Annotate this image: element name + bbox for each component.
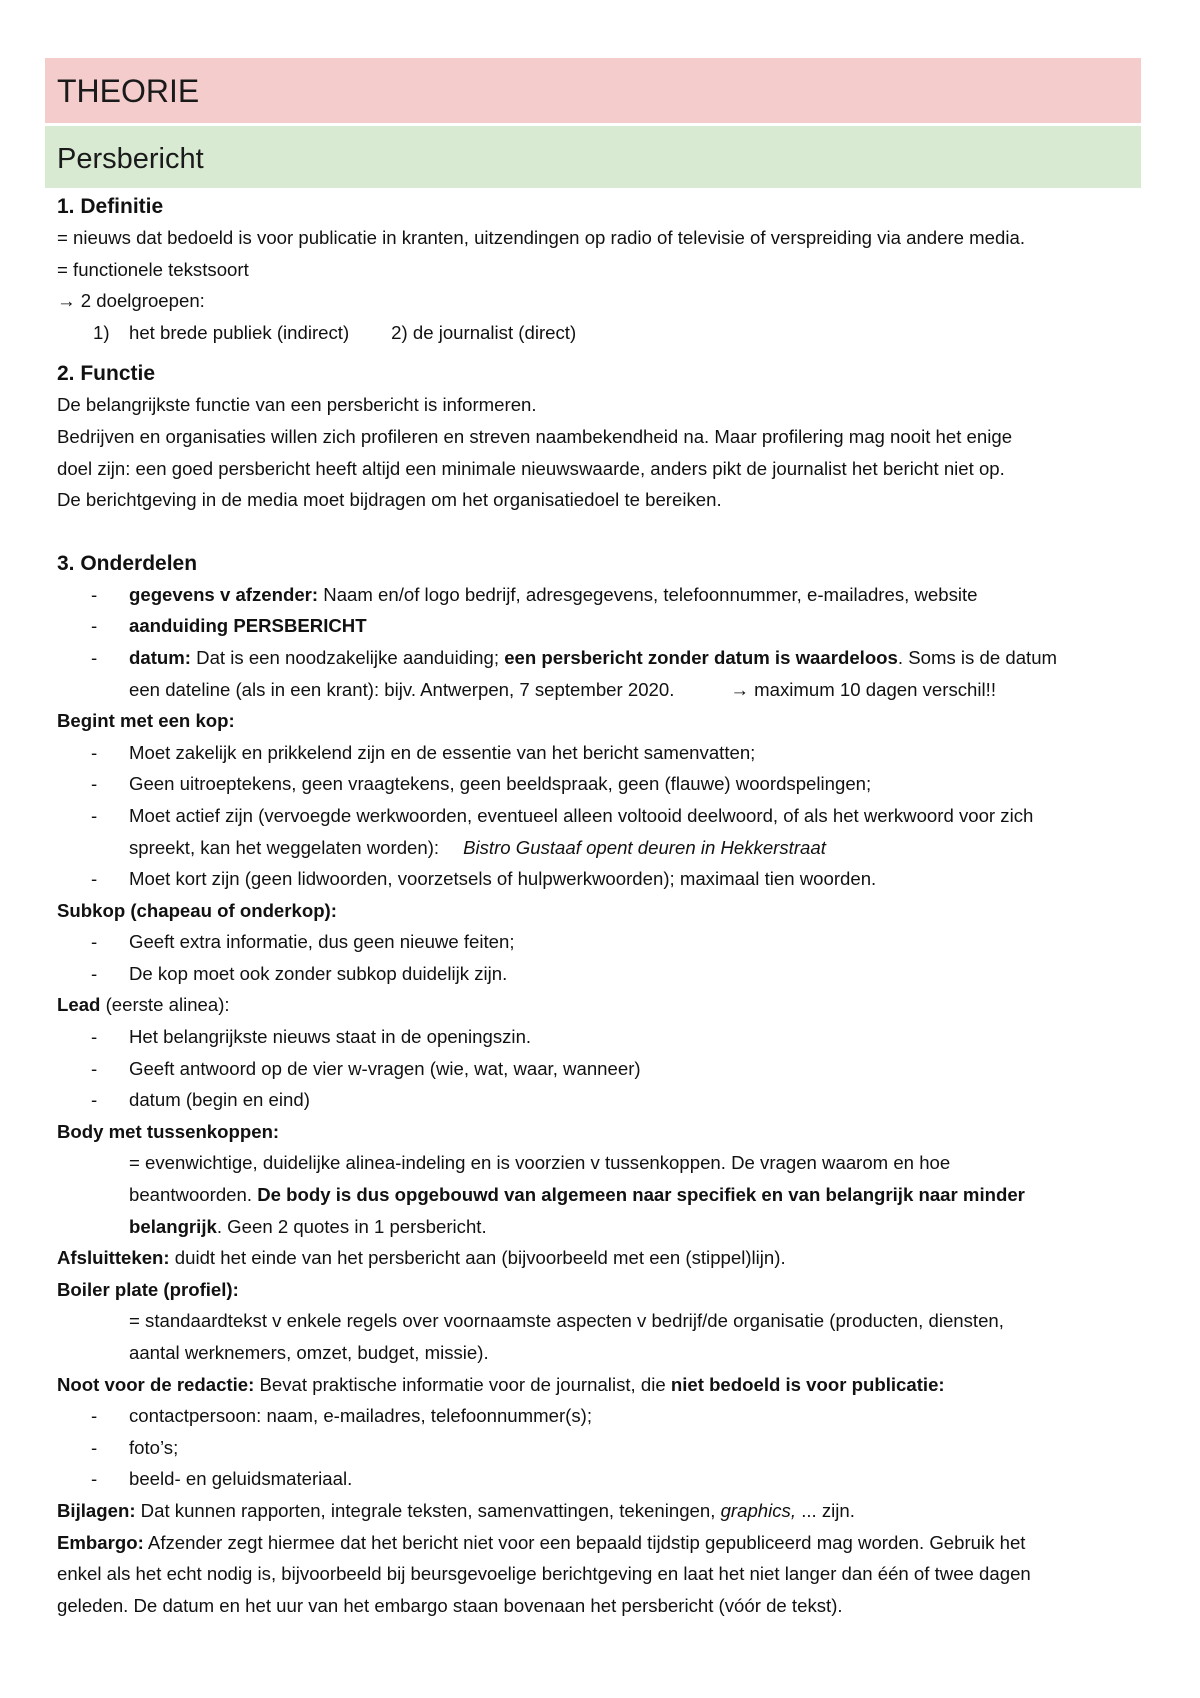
- list-item: [57, 926, 1147, 958]
- list-item: [57, 1463, 1147, 1495]
- heading-onderdelen: 3. Onderdelen: [57, 551, 198, 575]
- label-embargo: Embargo:: [57, 1531, 144, 1553]
- item-text: Afzender zegt hiermee dat het bericht niet voor een bepaald tijdstip gepubliceerd mag worden. Gebruik het: [143, 1531, 1026, 1553]
- list-item: [57, 579, 1147, 611]
- label-aanduiding: aanduiding PERSBERICHT: [129, 615, 367, 637]
- dash-marker: -: [91, 962, 98, 984]
- functie-line: doel zijn: een goed persbericht heeft altijd een minimale nieuwswaarde, anders pikt de journalist het bericht niet op.: [57, 457, 1005, 479]
- definitie-line: = functionele tekstsoort: [57, 258, 249, 280]
- list-item: [57, 1432, 1147, 1464]
- item-text: geleden. De datum en het uur van het embargo staan bovenaan het persbericht (vóór de tekst).: [57, 1594, 843, 1616]
- item-text: Bevat praktische informatie voor de journalist, die: [254, 1373, 671, 1395]
- doelgroep-item: het brede publiek (indirect): [129, 321, 350, 343]
- functie-line: Bedrijven en organisaties willen zich profileren en streven naambekendheid na. Maar profilering mag nooit het enige: [57, 425, 1013, 447]
- dash-marker: -: [91, 931, 98, 953]
- dash-marker: -: [91, 1405, 98, 1427]
- boiler-paragraph: [57, 1305, 1147, 1368]
- list-item: [57, 768, 1147, 800]
- dash-marker: -: [91, 1089, 98, 1111]
- dash-marker: -: [91, 1468, 98, 1490]
- theorie-banner: THEORIE: [45, 58, 1141, 123]
- bold-text: belangrijk: [129, 1215, 217, 1237]
- dash-marker: -: [91, 741, 98, 763]
- definitie-line: → 2 doelgroepen:: [57, 290, 205, 312]
- item-text: aantal werknemers, omzet, budget, missie).: [129, 1342, 489, 1363]
- dash-marker: -: [91, 1026, 98, 1048]
- item-text: datum (begin en eind): [129, 1089, 310, 1111]
- item-text: ... zijn.: [796, 1499, 855, 1521]
- heading-functie: 2. Functie: [57, 362, 156, 386]
- functie-line: De berichtgeving in de media moet bijdragen om het organisatiedoel te bereiken.: [57, 489, 722, 511]
- label-noot: Noot voor de redactie:: [57, 1373, 255, 1395]
- item-text: De kop moet ook zonder subkop duidelijk zijn.: [129, 962, 508, 984]
- afsluitteken-line: [57, 1242, 1147, 1274]
- item-text: . Soms is de datum: [897, 646, 1058, 668]
- list-marker: 1): [93, 321, 110, 343]
- list-item: [57, 1053, 1147, 1085]
- subheading-subkop: Subkop (chapeau of onderkop):: [57, 899, 337, 921]
- dash-marker: -: [91, 1057, 98, 1079]
- list-item: [57, 1084, 1147, 1116]
- noot-line: [57, 1369, 1147, 1401]
- dash-marker: -: [91, 804, 98, 826]
- doelgroep-item: 2) de journalist (direct): [391, 321, 577, 343]
- subheading-lead: Lead: [57, 994, 101, 1016]
- subheading-body: Body met tussenkoppen:: [57, 1120, 280, 1142]
- example-text: Bistro Gustaaf opent deuren in Hekkerstraat: [463, 836, 826, 858]
- body-paragraph: [57, 1147, 1147, 1242]
- dash-marker: -: [91, 773, 98, 795]
- label-afzender: gegevens v afzender:: [129, 583, 319, 605]
- definitie-line: = nieuws dat bedoeld is voor publicatie in kranten, uitzendingen op radio of televisie of verspreiding via andere media.: [57, 227, 1025, 248]
- bold-text: een persbericht zonder datum is waardeloos: [504, 646, 898, 668]
- bijlagen-line: [57, 1495, 1147, 1527]
- persbericht-banner: Persbericht: [45, 126, 1141, 188]
- item-text: = standaardtekst v enkele regels over voornaamste aspecten v bedrijf/de organisatie (producten, diensten,: [129, 1310, 1004, 1332]
- item-text: beantwoorden.: [129, 1184, 258, 1206]
- item-text: Naam en/of logo bedrijf, adresgegevens, telefoonnummer, e-mailadres, website: [318, 583, 978, 605]
- item-text: Dat is een noodzakelijke aanduiding;: [190, 646, 505, 668]
- bold-text: niet bedoeld is voor publicatie:: [670, 1373, 945, 1395]
- item-text: Dat kunnen rapporten, integrale teksten, samenvattingen, tekeningen,: [135, 1499, 721, 1521]
- item-text: Geeft antwoord op de vier w-vragen (wie, wat, waar, wanneer): [129, 1057, 641, 1079]
- label-bijlagen: Bijlagen:: [57, 1499, 136, 1521]
- dash-marker: -: [91, 583, 98, 605]
- list-item: [57, 1021, 1147, 1053]
- item-text: enkel als het echt nodig is, bijvoorbeeld bij beursgevoelige berichtgeving en laat het niet langer dan één of twee dagen: [57, 1563, 1031, 1585]
- item-text: Moet zakelijk en prikkelend zijn en de essentie van het bericht samenvatten;: [129, 741, 756, 763]
- dash-marker: -: [91, 868, 98, 890]
- list-item: [57, 1400, 1147, 1432]
- list-item: [57, 800, 1147, 863]
- item-text: duidt het einde van het persbericht aan (bijvoorbeeld met een (stippel)lijn).: [169, 1247, 786, 1269]
- dash-marker: -: [91, 615, 98, 637]
- item-text: Moet actief zijn (vervoegde werkwoorden, eventueel alleen voltooid deelwoord, of als het werkwoord voor zich: [129, 804, 1034, 826]
- item-text: Het belangrijkste nieuws staat in de openingszin.: [129, 1026, 532, 1048]
- list-item: [57, 642, 1147, 705]
- doelgroepen-list: [57, 317, 1147, 349]
- item-text: = evenwichtige, duidelijke alinea-indeling en is voorzien v tussenkoppen. De vragen waarom en hoe: [129, 1152, 951, 1174]
- datum-note: → maximum 10 dagen verschil!!: [730, 678, 996, 700]
- item-text: Geeft extra informatie, dus geen nieuwe feiten;: [129, 931, 515, 953]
- list-item: [57, 737, 1147, 769]
- item-text: een dateline (als in een krant): bijv. Antwerpen, 7 september 2020.: [129, 678, 675, 700]
- item-text: contactpersoon: naam, e-mailadres, telefoonnummer(s);: [129, 1405, 592, 1427]
- dash-marker: -: [91, 1436, 98, 1458]
- list-item: [57, 863, 1147, 895]
- item-text: beeld- en geluidsmateriaal.: [129, 1468, 353, 1490]
- dash-marker: -: [91, 646, 98, 668]
- subheading-lead-rest: (eerste alinea):: [100, 994, 230, 1016]
- list-item: [57, 958, 1147, 990]
- item-text: Moet kort zijn (geen lidwoorden, voorzetsels of hulpwerkwoorden); maximaal tien woorden.: [129, 868, 877, 890]
- subheading-kop: Begint met een kop:: [57, 710, 235, 732]
- document-body: [57, 191, 1147, 1621]
- item-text: Geen uitroeptekens, geen vraagtekens, geen beeldspraak, geen (flauwe) woordspelingen;: [129, 773, 872, 795]
- label-afsluitteken: Afsluitteken:: [57, 1247, 170, 1269]
- heading-definitie: 1. Definitie: [57, 195, 164, 218]
- embargo-paragraph: [57, 1527, 1147, 1622]
- list-item: [57, 610, 1147, 642]
- item-text: foto’s;: [129, 1436, 179, 1458]
- bold-text: De body is dus opgebouwd van algemeen naar specifiek en van belangrijk naar minder: [257, 1184, 1025, 1206]
- item-text: spreekt, kan het weggelaten worden):: [129, 836, 440, 858]
- functie-line: De belangrijkste functie van een persbericht is informeren.: [57, 394, 537, 416]
- item-text: . Geen 2 quotes in 1 persbericht.: [216, 1215, 487, 1237]
- italic-text: graphics,: [720, 1499, 797, 1521]
- label-datum: datum:: [129, 646, 191, 668]
- subheading-boiler-plate: Boiler plate (profiel):: [57, 1278, 239, 1300]
